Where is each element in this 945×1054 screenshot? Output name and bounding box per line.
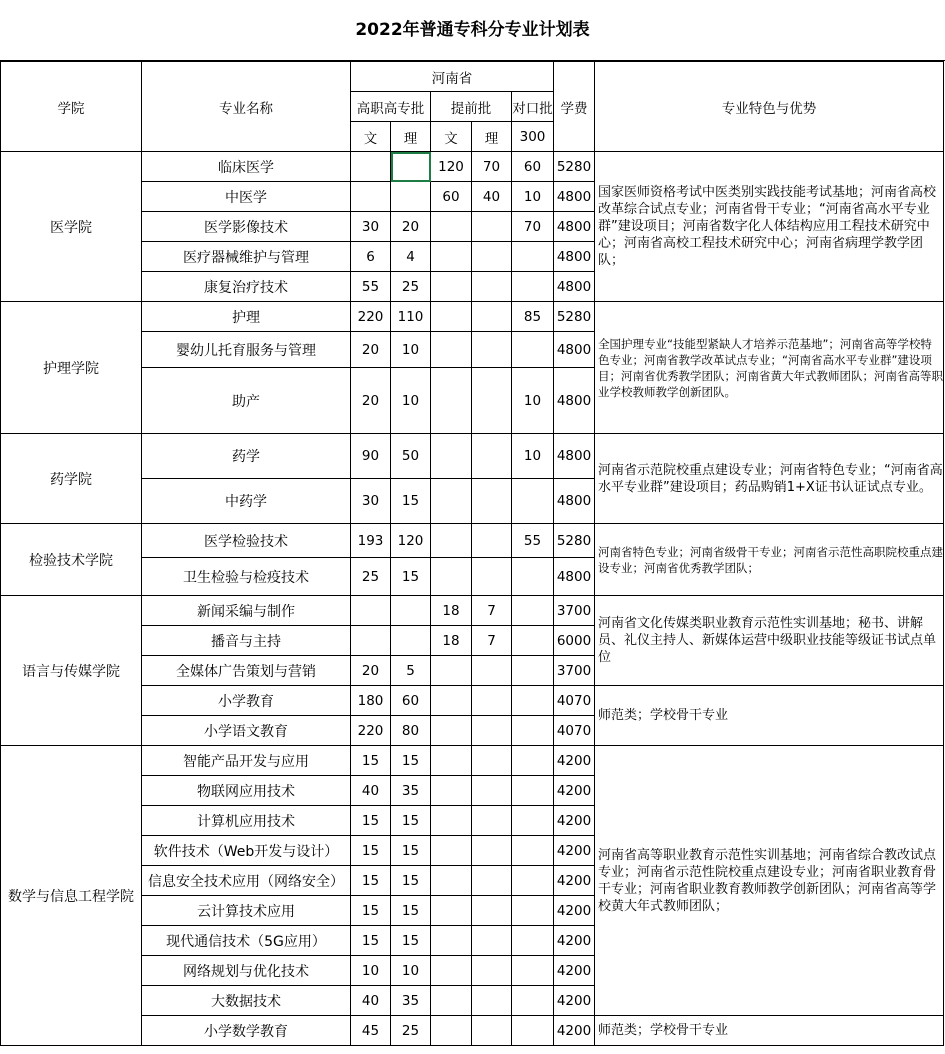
duikou-count	[512, 836, 554, 866]
tiqian-li	[472, 806, 512, 836]
duikou-count: 60	[512, 152, 554, 182]
tiqian-li	[472, 212, 512, 242]
major-name: 中药学	[142, 479, 351, 524]
tuition-value: 4200	[554, 836, 595, 866]
header-li: 理	[391, 122, 431, 152]
tuition-value: 4800	[554, 434, 595, 479]
tiqian-wen	[431, 986, 472, 1016]
gaozhi-li	[391, 182, 431, 212]
tuition-value: 4800	[554, 212, 595, 242]
table-row	[1, 686, 944, 716]
gaozhi-wen: 220	[351, 716, 391, 746]
gaozhi-wen	[351, 152, 391, 182]
gaozhi-wen: 220	[351, 302, 391, 332]
gaozhi-li: 15	[391, 558, 431, 596]
gaozhi-li: 60	[391, 686, 431, 716]
gaozhi-wen	[351, 626, 391, 656]
header-duikou-total: 300	[512, 122, 554, 152]
tiqian-li	[472, 272, 512, 302]
gaozhi-li: 15	[391, 479, 431, 524]
gaozhi-li: 35	[391, 776, 431, 806]
major-name: 小学教育	[142, 686, 351, 716]
tiqian-wen	[431, 716, 472, 746]
gaozhi-li: 120	[391, 524, 431, 558]
features-text: 师范类；学校骨干专业	[595, 1016, 944, 1046]
gaozhi-wen: 15	[351, 836, 391, 866]
major-name: 康复治疗技术	[142, 272, 351, 302]
table-row	[1, 434, 944, 479]
gaozhi-wen: 20	[351, 656, 391, 686]
tuition-value: 5280	[554, 524, 595, 558]
tuition-value: 4800	[554, 479, 595, 524]
gaozhi-wen: 25	[351, 558, 391, 596]
tiqian-wen	[431, 272, 472, 302]
tiqian-li	[472, 332, 512, 368]
tiqian-li	[472, 866, 512, 896]
header-major: 专业名称	[142, 62, 351, 152]
gaozhi-li	[391, 596, 431, 626]
features-text: 国家医师资格考试中医类别实践技能考试基地；河南省高校改革综合试点专业；河南省骨干专业；“河南省高水平专业群”建设项目；河南省数字化人体结构应用工程技术研究中心；河南省高校工程技术研究中心；河南省病理学教学团队；	[595, 152, 944, 302]
tiqian-li	[472, 656, 512, 686]
tuition-value: 3700	[554, 596, 595, 626]
major-name: 全媒体广告策划与营销	[142, 656, 351, 686]
features-text: 河南省特色专业；河南省级骨干专业；河南省示范性高职院校重点建设专业；河南省优秀教学团队；	[595, 524, 944, 596]
gaozhi-li	[391, 626, 431, 656]
gaozhi-wen: 15	[351, 806, 391, 836]
tiqian-wen	[431, 524, 472, 558]
tiqian-li	[472, 746, 512, 776]
tiqian-li	[472, 434, 512, 479]
college-name: 数学与信息工程学院	[1, 746, 142, 1046]
major-name: 小学数学教育	[142, 1016, 351, 1046]
gaozhi-li: 5	[391, 656, 431, 686]
tuition-value: 4200	[554, 776, 595, 806]
gaozhi-wen: 40	[351, 776, 391, 806]
tiqian-wen: 120	[431, 152, 472, 182]
major-name: 播音与主持	[142, 626, 351, 656]
duikou-count	[512, 242, 554, 272]
major-name: 药学	[142, 434, 351, 479]
table-row	[1, 524, 944, 558]
gaozhi-li: 110	[391, 302, 431, 332]
duikou-count	[512, 776, 554, 806]
header-province: 河南省	[351, 62, 554, 92]
duikou-count	[512, 746, 554, 776]
gaozhi-li: 20	[391, 212, 431, 242]
gaozhi-li: 15	[391, 866, 431, 896]
features-text: 河南省高等职业教育示范性实训基地；河南省综合教改试点专业；河南省示范性院校重点建设专业；河南省职业教育骨干专业；河南省职业教育教师教学创新团队；河南省高等学校黄大年式教师团队；	[595, 746, 944, 1016]
table-row	[1, 1016, 944, 1046]
tiqian-wen	[431, 686, 472, 716]
tuition-value: 4200	[554, 896, 595, 926]
duikou-count	[512, 656, 554, 686]
tiqian-li: 40	[472, 182, 512, 212]
tiqian-li	[472, 776, 512, 806]
tiqian-wen	[431, 434, 472, 479]
duikou-count	[512, 686, 554, 716]
tiqian-wen: 18	[431, 596, 472, 626]
gaozhi-li: 25	[391, 272, 431, 302]
gaozhi-wen	[351, 596, 391, 626]
major-name: 网络规划与优化技术	[142, 956, 351, 986]
major-name: 现代通信技术（5G应用）	[142, 926, 351, 956]
header-college: 学院	[1, 62, 142, 152]
major-name: 助产	[142, 368, 351, 434]
tiqian-wen	[431, 956, 472, 986]
gaozhi-li: 25	[391, 1016, 431, 1046]
gaozhi-wen: 15	[351, 926, 391, 956]
tiqian-wen: 60	[431, 182, 472, 212]
tiqian-wen	[431, 212, 472, 242]
gaozhi-wen: 15	[351, 896, 391, 926]
tuition-value: 3700	[554, 656, 595, 686]
tiqian-li	[472, 479, 512, 524]
tiqian-wen	[431, 302, 472, 332]
duikou-count	[512, 866, 554, 896]
gaozhi-li: 10	[391, 368, 431, 434]
tuition-value: 6000	[554, 626, 595, 656]
header-duikou: 对口批	[512, 92, 554, 122]
duikou-count	[512, 896, 554, 926]
tiqian-li	[472, 836, 512, 866]
features-text: 师范类；学校骨干专业	[595, 686, 944, 746]
table-row	[1, 596, 944, 626]
college-name: 护理学院	[1, 302, 142, 434]
tuition-value: 4200	[554, 956, 595, 986]
duikou-count	[512, 332, 554, 368]
tuition-value: 4800	[554, 368, 595, 434]
header-features: 专业特色与优势	[595, 62, 944, 152]
header-tiqian: 提前批	[431, 92, 512, 122]
features-text: 河南省示范院校重点建设专业；河南省特色专业；“河南省高水平专业群”建设项目；药品购销1+X证书认证试点专业。	[595, 434, 944, 524]
tiqian-li	[472, 686, 512, 716]
tiqian-li: 7	[472, 596, 512, 626]
gaozhi-wen: 40	[351, 986, 391, 1016]
duikou-count	[512, 926, 554, 956]
tuition-value: 4800	[554, 272, 595, 302]
tiqian-wen	[431, 242, 472, 272]
gaozhi-li[interactable]	[391, 152, 431, 182]
header-tuition: 学费	[554, 62, 595, 152]
college-name: 医学院	[1, 152, 142, 302]
tuition-value: 4800	[554, 242, 595, 272]
tuition-value: 4070	[554, 686, 595, 716]
tuition-value: 4200	[554, 926, 595, 956]
gaozhi-wen	[351, 182, 391, 212]
tiqian-wen	[431, 479, 472, 524]
gaozhi-wen: 45	[351, 1016, 391, 1046]
gaozhi-li: 10	[391, 956, 431, 986]
duikou-count	[512, 716, 554, 746]
tuition-value: 4800	[554, 332, 595, 368]
gaozhi-li: 80	[391, 716, 431, 746]
gaozhi-wen: 55	[351, 272, 391, 302]
tiqian-li	[472, 956, 512, 986]
gaozhi-wen: 15	[351, 746, 391, 776]
tiqian-wen	[431, 866, 472, 896]
header-wen: 文	[431, 122, 472, 152]
gaozhi-li: 4	[391, 242, 431, 272]
gaozhi-li: 15	[391, 896, 431, 926]
gaozhi-wen: 20	[351, 368, 391, 434]
major-name: 计算机应用技术	[142, 806, 351, 836]
tuition-value: 4800	[554, 182, 595, 212]
tiqian-wen	[431, 836, 472, 866]
header-wen: 文	[351, 122, 391, 152]
major-name: 信息安全技术应用（网络安全）	[142, 866, 351, 896]
tiqian-wen	[431, 332, 472, 368]
duikou-count	[512, 806, 554, 836]
table-row	[1, 302, 944, 332]
major-name: 软件技术（Web开发与设计）	[142, 836, 351, 866]
gaozhi-li: 35	[391, 986, 431, 1016]
tiqian-li	[472, 896, 512, 926]
duikou-count	[512, 272, 554, 302]
tuition-value: 5280	[554, 152, 595, 182]
tiqian-wen	[431, 746, 472, 776]
tiqian-wen	[431, 1016, 472, 1046]
college-name: 语言与传媒学院	[1, 596, 142, 746]
header-li: 理	[472, 122, 512, 152]
page-title: 2022年普通专科分专业计划表	[355, 20, 590, 40]
tiqian-wen	[431, 806, 472, 836]
gaozhi-li: 15	[391, 926, 431, 956]
tiqian-li	[472, 558, 512, 596]
gaozhi-wen: 90	[351, 434, 391, 479]
gaozhi-wen: 30	[351, 212, 391, 242]
tuition-value: 4200	[554, 1016, 595, 1046]
gaozhi-wen: 15	[351, 866, 391, 896]
major-name: 卫生检验与检疫技术	[142, 558, 351, 596]
tiqian-li	[472, 716, 512, 746]
duikou-count: 10	[512, 182, 554, 212]
tiqian-li	[472, 242, 512, 272]
duikou-count: 10	[512, 434, 554, 479]
tiqian-li: 7	[472, 626, 512, 656]
plan-table	[0, 61, 944, 1046]
features-text: 全国护理专业“技能型紧缺人才培养示范基地”；河南省高等学校特色专业；河南省教学改革试点专业；“河南省高水平专业群”建设项目；河南省优秀教学团队；河南省黄大年式教师团队；河南省高等职业学校教师教学创新团队。	[595, 302, 944, 434]
tiqian-wen: 18	[431, 626, 472, 656]
duikou-count: 85	[512, 302, 554, 332]
tiqian-wen	[431, 896, 472, 926]
duikou-count: 55	[512, 524, 554, 558]
major-name: 智能产品开发与应用	[142, 746, 351, 776]
tiqian-wen	[431, 776, 472, 806]
duikou-count: 10	[512, 368, 554, 434]
tuition-value: 4200	[554, 746, 595, 776]
tiqian-li	[472, 986, 512, 1016]
gaozhi-li: 50	[391, 434, 431, 479]
tiqian-wen	[431, 656, 472, 686]
gaozhi-li: 15	[391, 836, 431, 866]
gaozhi-wen: 180	[351, 686, 391, 716]
tuition-value: 4070	[554, 716, 595, 746]
gaozhi-wen: 6	[351, 242, 391, 272]
tiqian-li: 70	[472, 152, 512, 182]
major-name: 小学语文教育	[142, 716, 351, 746]
tiqian-li	[472, 368, 512, 434]
college-name: 药学院	[1, 434, 142, 524]
duikou-count	[512, 626, 554, 656]
gaozhi-li: 15	[391, 806, 431, 836]
table-row	[1, 746, 944, 776]
features-text: 河南省文化传媒类职业教育示范性实训基地；秘书、讲解员、礼仪主持人、新媒体运营中级职业技能等级证书试点单位	[595, 596, 944, 686]
duikou-count	[512, 558, 554, 596]
duikou-count: 70	[512, 212, 554, 242]
major-name: 医学检验技术	[142, 524, 351, 558]
tiqian-wen	[431, 368, 472, 434]
major-name: 物联网应用技术	[142, 776, 351, 806]
tiqian-wen	[431, 558, 472, 596]
tuition-value: 5280	[554, 302, 595, 332]
major-name: 医疗器械维护与管理	[142, 242, 351, 272]
gaozhi-wen: 20	[351, 332, 391, 368]
duikou-count	[512, 479, 554, 524]
tiqian-li	[472, 524, 512, 558]
duikou-count	[512, 1016, 554, 1046]
gaozhi-li: 10	[391, 332, 431, 368]
gaozhi-wen: 193	[351, 524, 391, 558]
duikou-count	[512, 986, 554, 1016]
major-name: 医学影像技术	[142, 212, 351, 242]
major-name: 护理	[142, 302, 351, 332]
tuition-value: 4200	[554, 806, 595, 836]
major-name: 婴幼儿托育服务与管理	[142, 332, 351, 368]
tuition-value: 4200	[554, 986, 595, 1016]
major-name: 云计算技术应用	[142, 896, 351, 926]
table-row	[1, 152, 944, 182]
tiqian-li	[472, 1016, 512, 1046]
header-gaozhi: 高职高专批	[351, 92, 431, 122]
duikou-count	[512, 956, 554, 986]
major-name: 中医学	[142, 182, 351, 212]
tiqian-li	[472, 302, 512, 332]
gaozhi-wen: 10	[351, 956, 391, 986]
major-name: 大数据技术	[142, 986, 351, 1016]
gaozhi-wen: 30	[351, 479, 391, 524]
tiqian-li	[472, 926, 512, 956]
tiqian-wen	[431, 926, 472, 956]
major-name: 新闻采编与制作	[142, 596, 351, 626]
duikou-count	[512, 596, 554, 626]
major-name: 临床医学	[142, 152, 351, 182]
tuition-value: 4800	[554, 558, 595, 596]
gaozhi-li: 15	[391, 746, 431, 776]
college-name: 检验技术学院	[1, 524, 142, 596]
tuition-value: 4200	[554, 866, 595, 896]
